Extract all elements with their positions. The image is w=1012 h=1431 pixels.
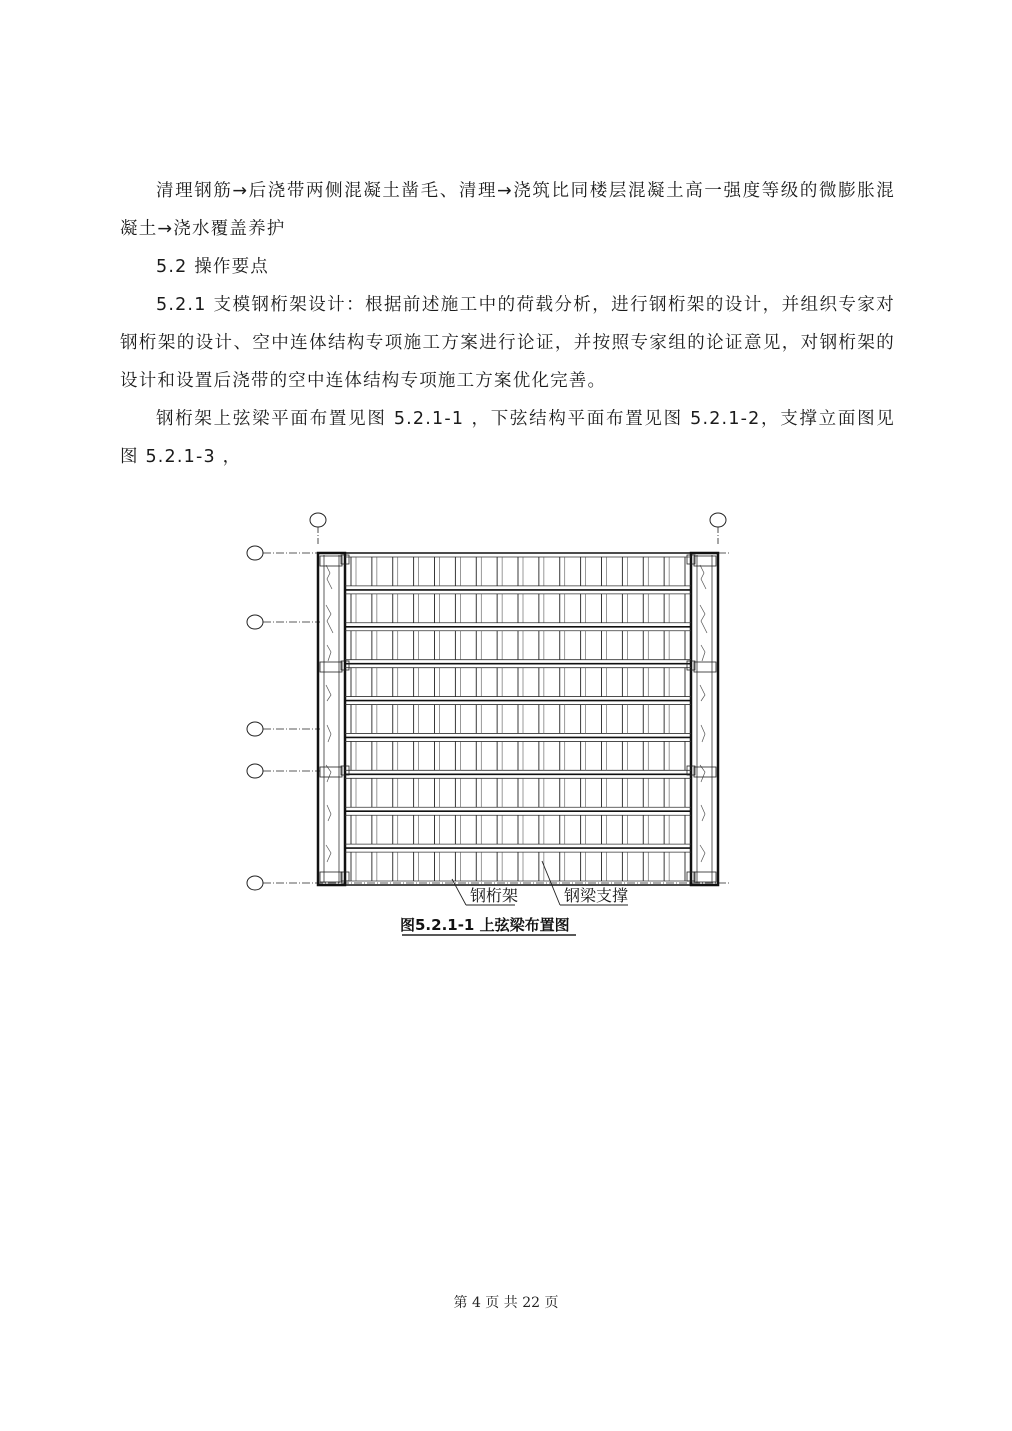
page-footer: 第 4 页 共 22 页 bbox=[453, 1295, 559, 1311]
body-text bbox=[120, 172, 895, 476]
figure-top-chord-layout bbox=[240, 505, 740, 955]
left-column bbox=[318, 553, 345, 885]
paragraph-process: 清理钢筋→后浇带两侧混凝土凿毛、清理→浇筑比同楼层混凝土高一强度等级的微膨胀混凝土→浇水覆盖养护 bbox=[120, 181, 895, 239]
label-steel-truss: 钢桁架 bbox=[470, 886, 519, 905]
truss-grid bbox=[341, 553, 695, 885]
right-column bbox=[691, 553, 718, 885]
axis-bubbles-left bbox=[247, 546, 730, 890]
section-heading-5-2: 5.2 操作要点 bbox=[156, 257, 269, 277]
label-steel-beam-support: 钢梁支撑 bbox=[564, 886, 629, 905]
paragraph-figure-reference: 钢桁架上弦梁平面布置见图 5.2.1-1 ，下弦结构平面布置见图 5.2.1-2，支撑立面图见图 5.2.1-3 ， bbox=[120, 409, 895, 467]
figure-caption: 图5.2.1-1 上弦梁布置图 bbox=[400, 916, 570, 934]
paragraph-5-2-1: 5.2.1 支模钢桁架设计：根据前述施工中的荷载分析，进行钢桁架的设计，并组织专家对钢桁架的设计、空中连体结构专项施工方案进行论证，并按照专家组的论证意见，对钢桁架的设计和设置后浇带的空中连体结构专项施工方案优化完善。 bbox=[120, 295, 895, 391]
axis-bubble-top-left bbox=[310, 513, 326, 545]
top-chord-drawing bbox=[240, 505, 740, 955]
axis-bubble-top-right bbox=[710, 513, 726, 545]
